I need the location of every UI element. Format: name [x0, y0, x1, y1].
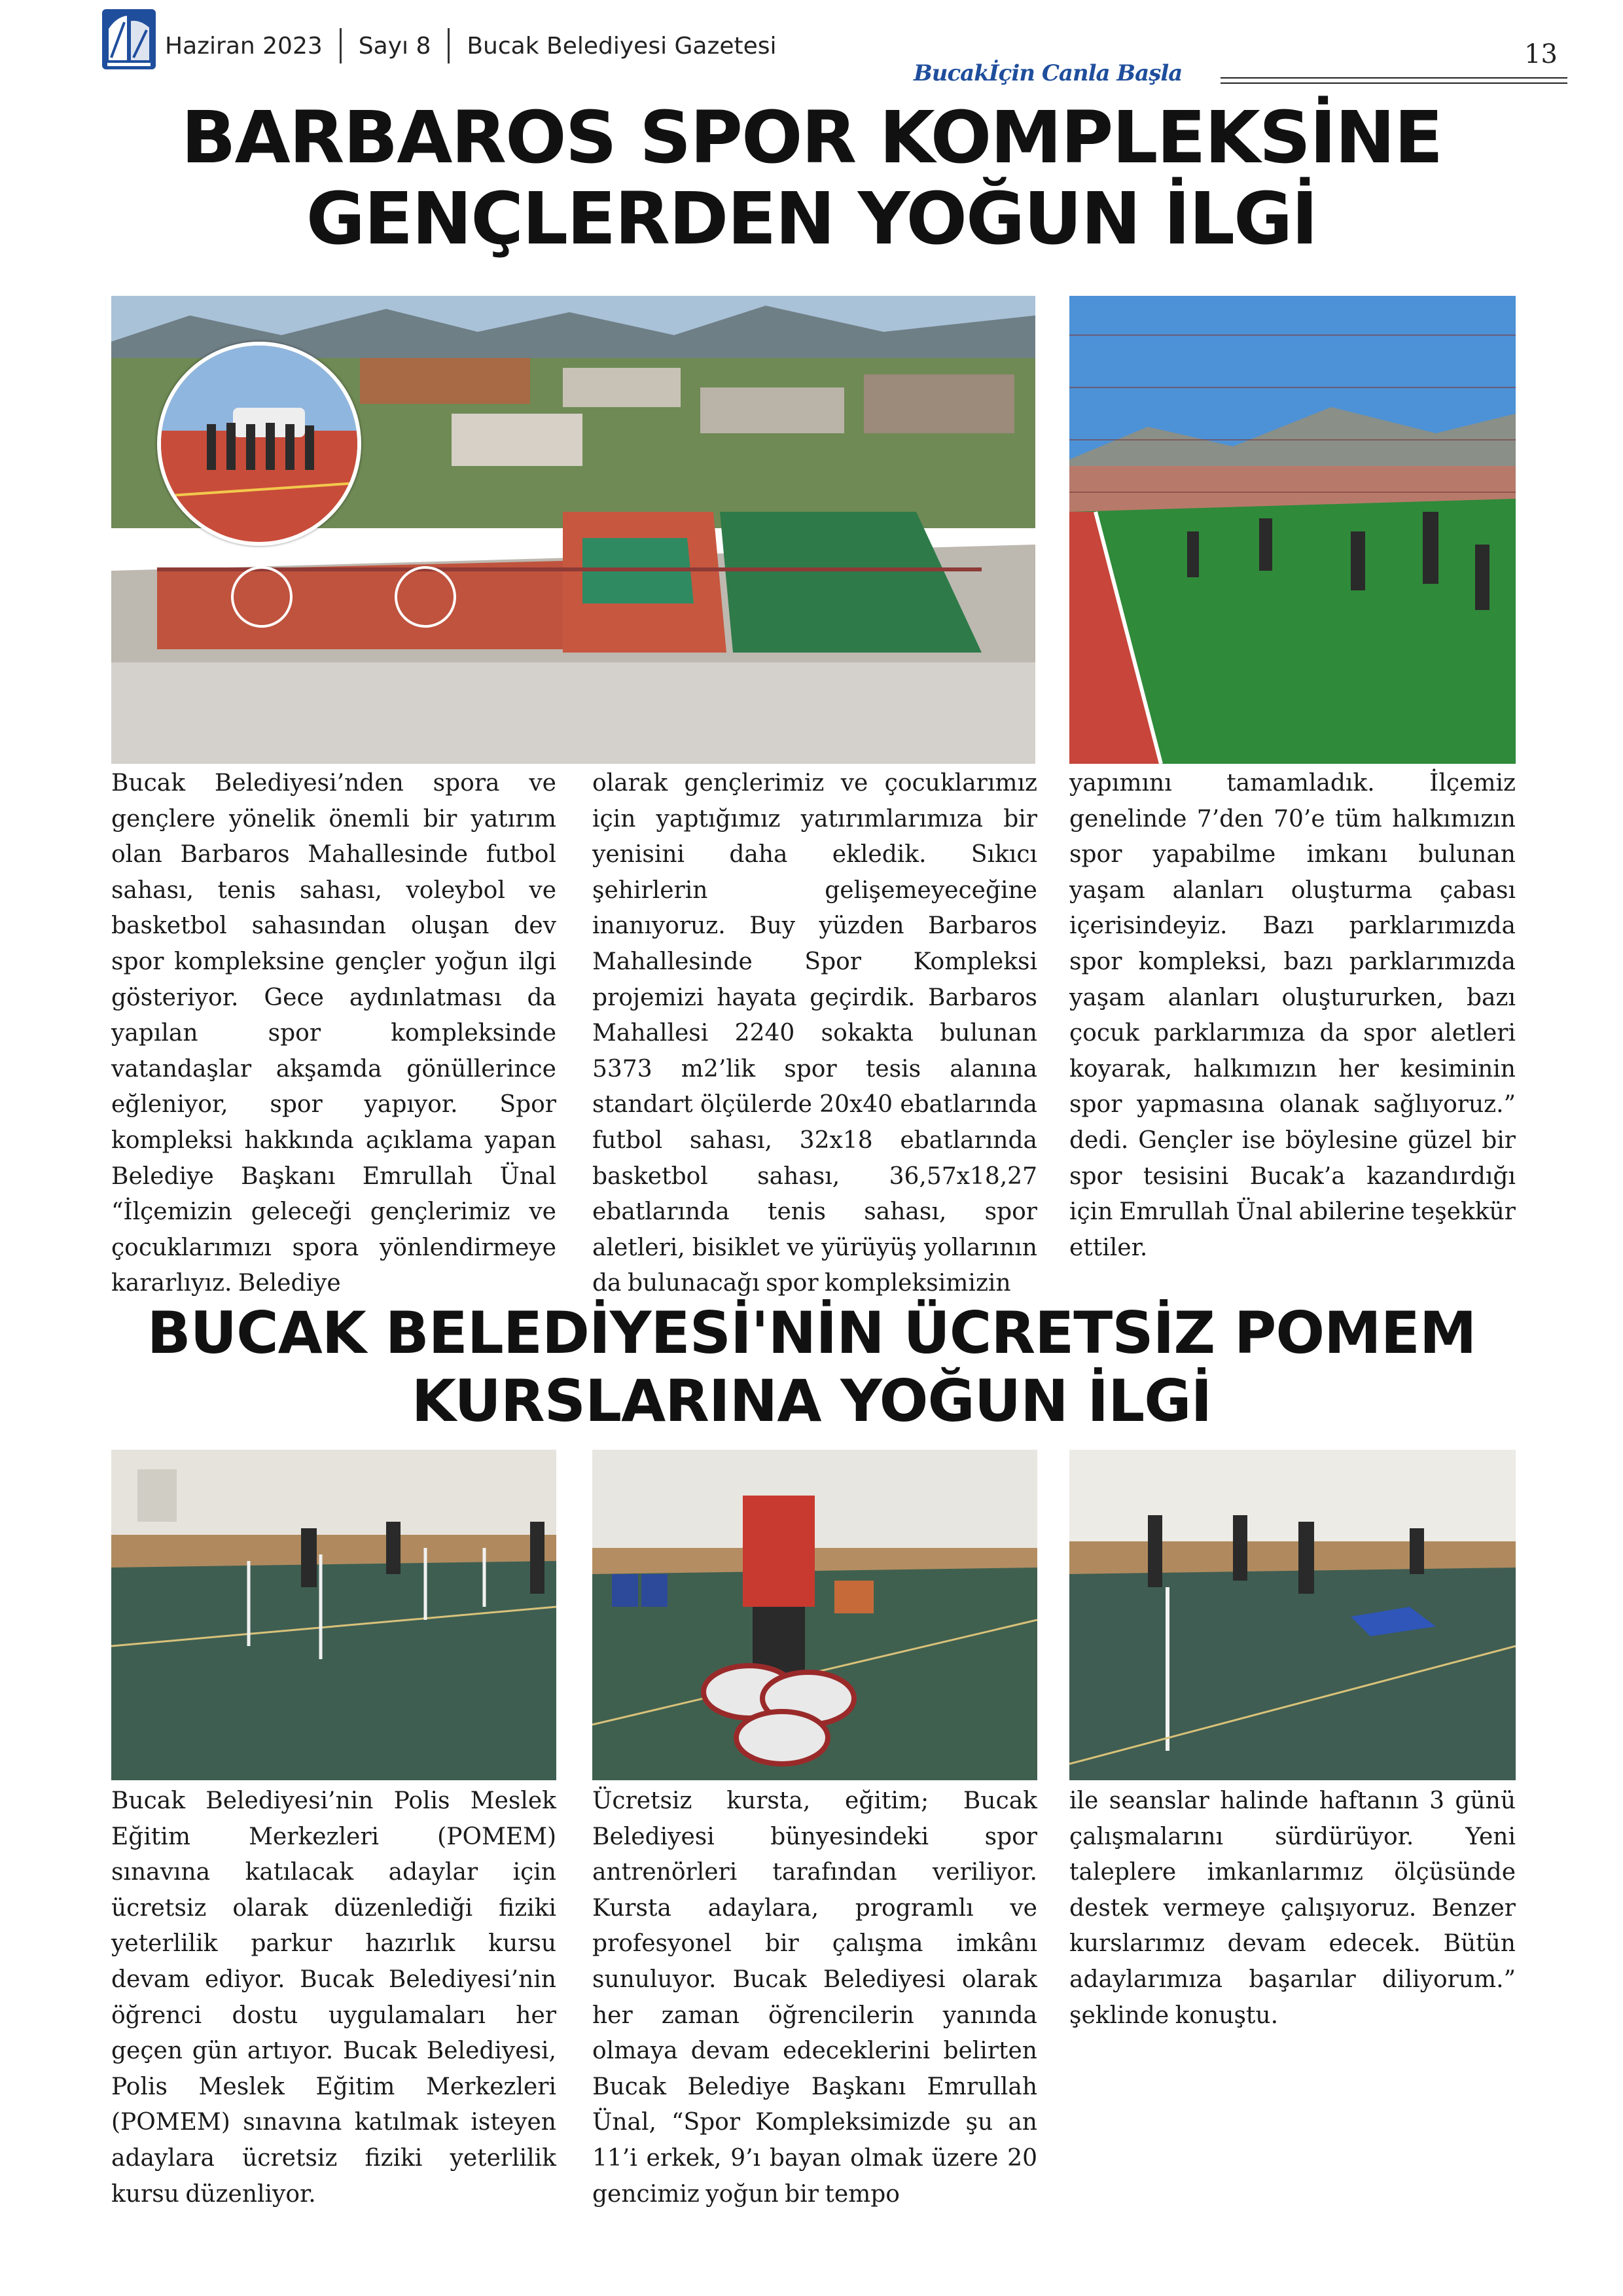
header-separator	[340, 28, 342, 63]
article1-headline-line2: GENÇLERDEN YOĞUN İLGİ	[306, 177, 1317, 260]
issue-number: Sayı 8	[358, 32, 431, 60]
header-rule	[1221, 77, 1567, 84]
article2-headline	[72, 1299, 1551, 1435]
article2-headline-line2: KURSLARINA YOĞUN İLGİ	[411, 1367, 1212, 1435]
page-number: 13	[1524, 39, 1558, 69]
article1-column3	[1069, 766, 1516, 1266]
gym-training-photo-2	[592, 1450, 1037, 1780]
article2-column3-text: ile seanslar halinde haftanın 3 günü çalışmalarını sürdürüyor. Yeni taleplere imkanlarımız ölçüsünde destek vermeye çalışıyoruz. Benzer kurslarımız devam edecek. Bütün adaylarımıza başarılar diliyorum.” şeklinde konuştu.	[1069, 1787, 1516, 2029]
article2-column1-text: Bucak Belediyesi’nin Polis Meslek Eğitim Merkezleri (POMEM) sınavına katılacak adaylar için ücretsiz olarak düzenlediği fiziki yeterlilik parkur hazırlık kursu devam ediyor. Bucak Belediyesi’nin öğrenci dostu uygulamaları her geçen gün artıyor. Bucak Belediyesi, Polis Meslek Eğitim Merkezleri (POMEM) sınavına katılmak isteyen adaylara ücretsiz fiziki yeterlilik kursu düzenliyor.	[111, 1787, 556, 2208]
article2-column1	[111, 1784, 556, 2212]
sports-complex-aerial-photo	[111, 296, 1035, 764]
gym-training-photo-3	[1069, 1450, 1516, 1780]
header-separator	[448, 28, 450, 63]
article1-headline	[79, 97, 1544, 259]
gym-training-photo-1	[111, 1450, 556, 1780]
article2-column3	[1069, 1784, 1516, 2034]
article1-column2-text: olarak gençlerimiz ve çocuklarımız için yaptığımız yatırımlarımıza bir yenisini daha ekledik. Sıkıcı şehirlerin gelişemeyeceğine inanıyoruz. Buy yüzden Barbaros Mahallesinde Spor Kompleksi projemizi hayata geçirdik. Barbaros Mahallesi 2240 sokakta bulunan 5373 m2’lik spor tesis alanına standart ölçülerde 20x40 ebatlarında futbol sahası, 32x18 ebatlarında basketbol sahası, 36,57x18,27 ebatlarında tenis sahası, spor aletleri, bisiklet ve yürüyüş yollarının da bulunacağı spor kompleksimizin	[592, 770, 1037, 1297]
article2-headline-line1: BUCAK BELEDİYESİ'NİN ÜCRETSİZ POMEM	[147, 1299, 1476, 1367]
article1-column1-text: Bucak Belediyesi’nden spora ve gençlere yönelik önemli bir yatırım olan Barbaros Mahallesinde futbol sahası, tenis sahası, voleybol ve basketbol sahasından oluşan dev spor kompleksine gençler yoğun ilgi gösteriyor. Gece aydınlatması da yapılan spor kompleksinde vatandaşlar akşamda gönüllerince eğleniyor, spor yapıyor. Spor kompleksi hakkında açıklama yapan Belediye Başkanı Emrullah Ünal “İlçemizin geleceği gençlerimiz ve çocuklarımızı spora yönlendirmeye kararlıyız. Belediye	[111, 770, 556, 1297]
article2-column2-text: Ücretsiz kursta, eğitim; Bucak Belediyesi bünyesindeki spor antrenörleri tarafından veriliyor. Kursta adaylara, programlı ve profesyonel bir çalışma imkânı sunuluyor. Bucak Belediyesi olarak her zaman öğrencilerin yanında olmaya devam edeceklerini belirten Bucak Belediye Başkanı Emrullah Ünal, “Spor Kompleksimizde şu an 11’i erkek, 9’ı bayan olmak üzere 20 gencimiz yoğun bir tempo	[592, 1787, 1037, 2208]
article1-headline-line1: BARBAROS SPOR KOMPLEKSİNE	[181, 96, 1442, 179]
slogan: Bucakİçin Canla Başla	[910, 60, 1186, 86]
municipality-logo-icon	[102, 9, 156, 69]
inset-group-photo	[157, 342, 361, 546]
header-meta	[165, 26, 777, 65]
article1-column3-text: yapımını tamamladık. İlçemiz genelinde 7’den 70’e tüm halkımızın spor yapabilme imkanı bulunan yaşam alanları oluşturma çabası içerisindeyiz. Bazı parklarımızda spor kompleksi, bazı parklarımızda yaşam alanları oluştururken, bazı çocuk parklarımıza da spor aletleri koyarak, halkımızın her kesiminin spor yapmasına olanak sağlıyoruz.” dedi. Gençler ise böylesine güzel bir spor tesisini Bucak’a kazandırdığı için Emrullah Ünal abilerine teşekkür ettiler.	[1069, 770, 1516, 1261]
article1-column1	[111, 766, 556, 1302]
football-pitch-photo	[1069, 296, 1516, 764]
publication-name: Bucak Belediyesi Gazetesi	[467, 32, 777, 60]
issue-date: Haziran 2023	[165, 32, 323, 60]
article1-column2	[592, 766, 1037, 1302]
article2-column2	[592, 1784, 1037, 2212]
